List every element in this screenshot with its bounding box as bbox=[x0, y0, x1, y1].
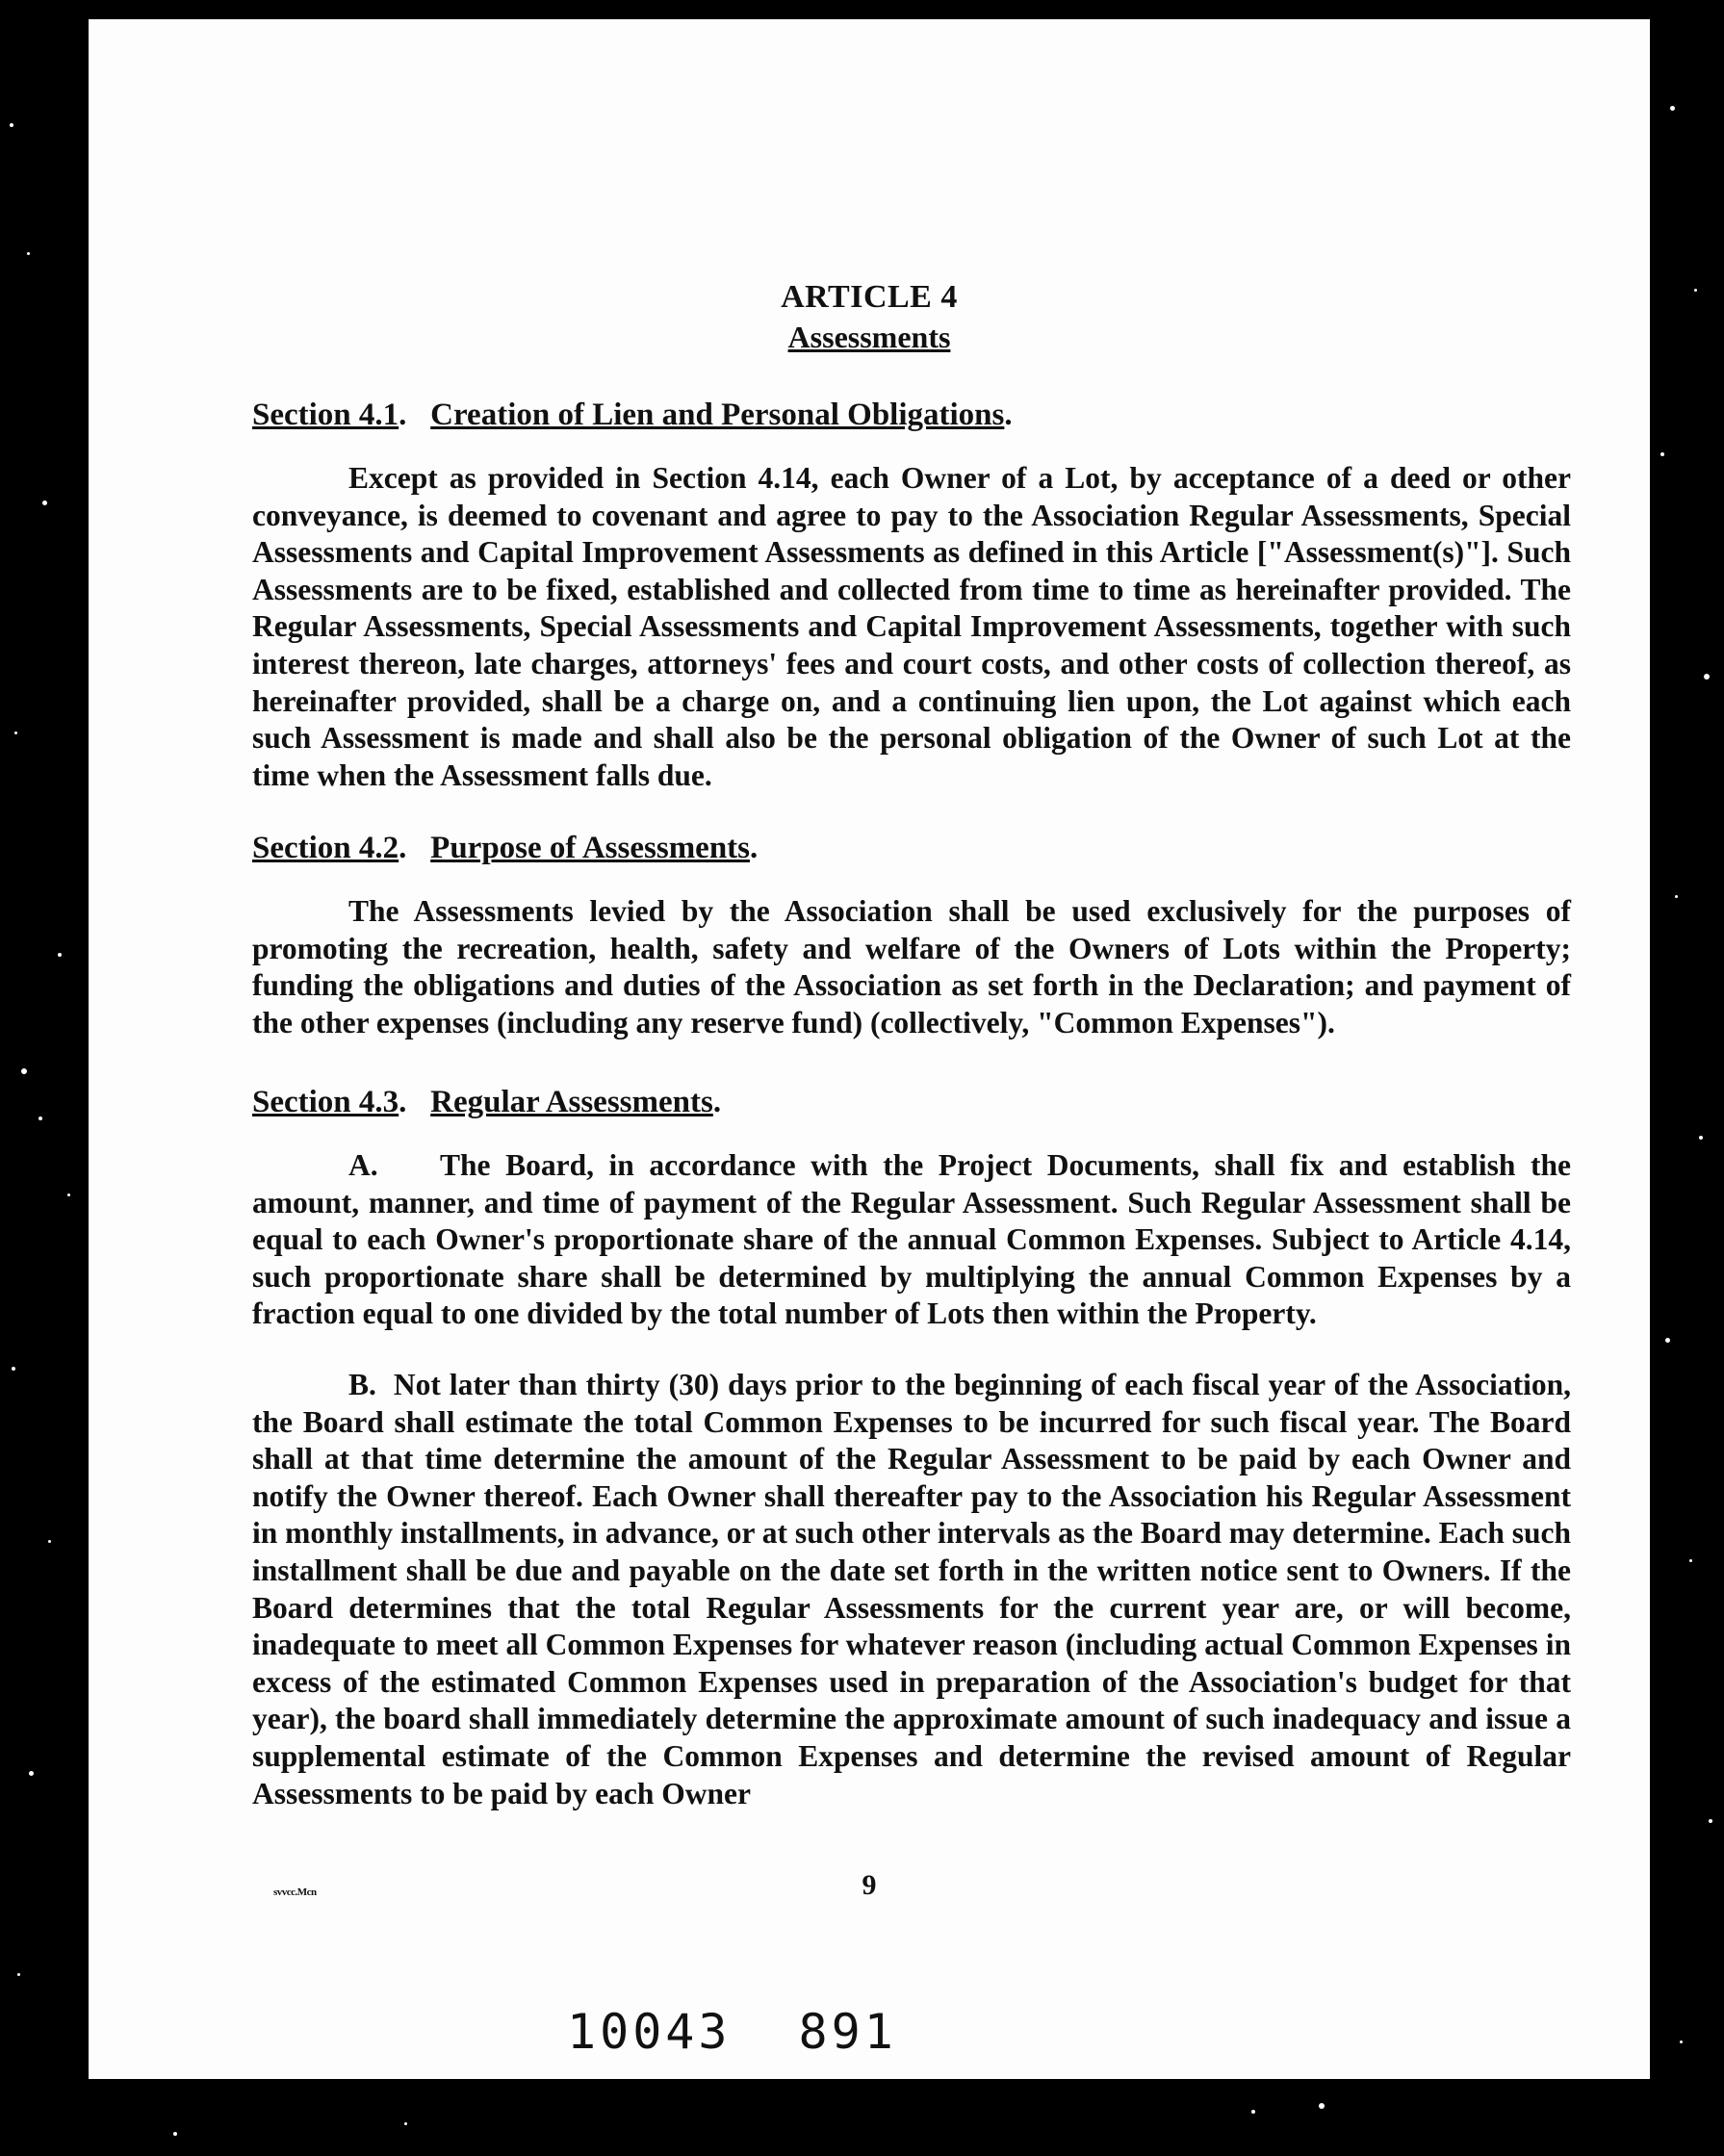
section-title: Purpose of Assessments bbox=[430, 831, 751, 865]
paragraph-label: A. bbox=[348, 1148, 378, 1182]
stamp-right: 891 bbox=[798, 2004, 897, 2060]
section-number: Section 4.2 bbox=[252, 831, 399, 865]
paragraph-text: The Assessments levied by the Association shall be used exclusively for the purposes of promoting the recreation, health, safety and welfare of the Owners of Lots within the Property; funding the obligations and duties of the Association as set forth in the Declaration; and payment of the other expenses (including any reserve fund) (collectively, "Common Expenses"). bbox=[252, 894, 1571, 1040]
section-paragraph bbox=[252, 1147, 1571, 1333]
document-page bbox=[89, 19, 1650, 2079]
stamp-left: 10043 bbox=[567, 2004, 732, 2060]
paragraph-text: Except as provided in Section 4.14, each Owner of a Lot, by acceptance of a deed or other conveyance, is deemed to covenant and agree to pay to the Association Regular Assessments, Special Assessments and Capital Improvement Assessments as defined in this Article ["Assessment(s)"]. Such Assessments are to be fixed, established and collected from time to time as hereinafter provided. The Regular Assessments, Special Assessments and Capital Improvement Assessments, together with such interest thereon, late charges, attorneys' fees and court costs, and other costs of collection thereof, as hereinafter provided, shall be a charge on, and a continuing lien upon, the Lot against which each such Assessment is made and shall also be the personal obligation of the Owner of such Lot at the time when the Assessment falls due. bbox=[252, 461, 1571, 792]
paragraph-text: The Board, in accordance with the Project Documents, shall fix and establish the amount, manner, and time of payment of the Regular Assessment. Such Regular Assessment shall be equal to each Owner's proportionate share of the annual Common Expenses. Subject to Article 4.14, such proportionate share shall be determined by multiplying the annual Common Expenses by a fraction equal to one divided by the total number of Lots then within the Property. bbox=[252, 1148, 1571, 1331]
article-subtitle: Assessments bbox=[787, 320, 951, 354]
article-subtitle-wrap bbox=[89, 320, 1650, 355]
paragraph-text: Not later than thirty (30) days prior to the beginning of each fiscal year of the Association, the Board shall estimate the total Common Expenses to be incurred for such fiscal year. The Board shall at that time determine the amount of the Regular Assessment to be paid by each Owner and notify the Owner thereof. Each Owner shall thereafter pay to the Association his Regular Assessment in monthly installments, in advance, or at such other intervals as the Board may determine. Each such installment shall be due and payable on the date set forth in the written notice sent to Owners. If the Board determines that the total Regular Assessments for the current year are, or will become, inadequate to meet all Common Expenses for whatever reason (including actual Common Expenses in excess of the estimated Common Expenses used in preparation of the Association's budget for that year), the board shall immediately determine the approximate amount of such inadequacy and issue a supplemental estimate of the Common Expenses and determine the revised amount of Regular Assessments to be paid by each Owner bbox=[252, 1368, 1571, 1810]
document-code: svvcc.Mcn bbox=[273, 1886, 317, 1898]
section-paragraph bbox=[252, 1367, 1571, 1812]
article-title: ARTICLE 4 bbox=[781, 279, 958, 315]
section-number: Section 4.1 bbox=[252, 398, 399, 432]
section-heading: Section 4.1. Creation of Lien and Personal Obligations. bbox=[252, 398, 1013, 432]
section-paragraph bbox=[252, 460, 1571, 794]
section-title: Regular Assessments bbox=[430, 1085, 713, 1119]
section-title: Creation of Lien and Personal Obligations bbox=[430, 398, 1005, 432]
bates-stamp bbox=[567, 2004, 897, 2060]
section-heading: Section 4.2. Purpose of Assessments. bbox=[252, 831, 759, 865]
section-number: Section 4.3 bbox=[252, 1085, 399, 1119]
section-paragraph bbox=[252, 893, 1571, 1041]
section-heading: Section 4.3. Regular Assessments. bbox=[252, 1085, 722, 1119]
paragraph-label: B. bbox=[348, 1368, 376, 1401]
page-number: 9 bbox=[862, 1869, 877, 1901]
